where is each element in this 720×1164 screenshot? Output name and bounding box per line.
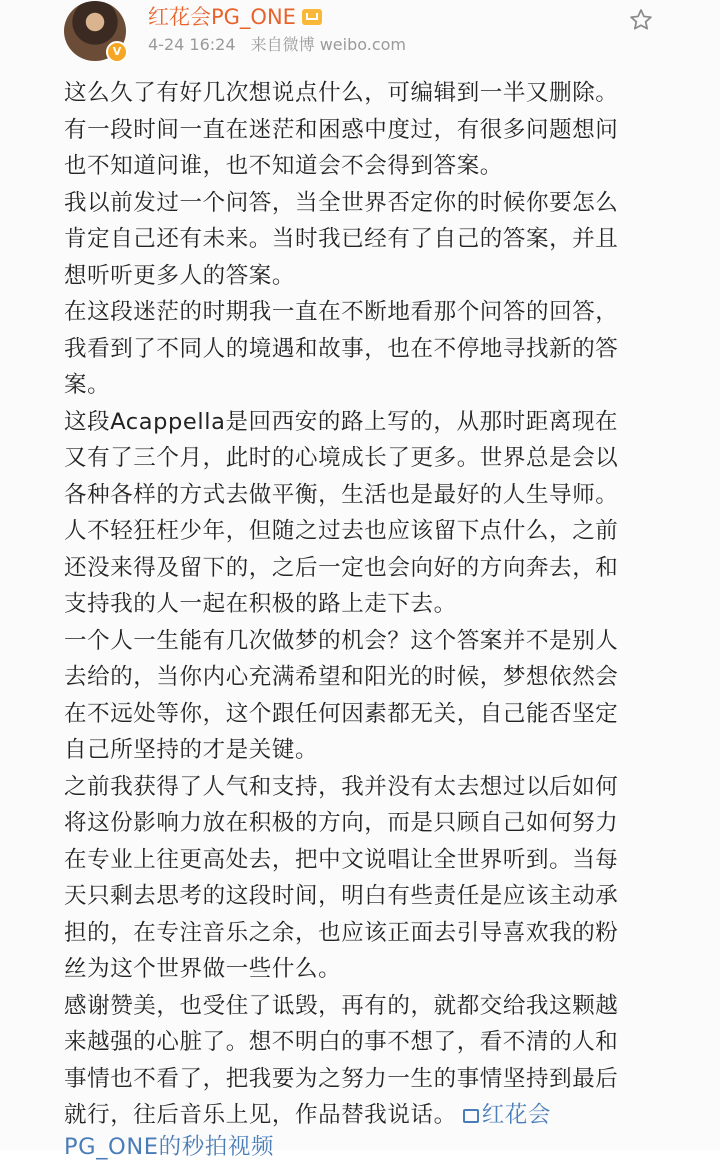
body-line: 想听听更多人的答案。 xyxy=(64,262,296,289)
body-text: 就行，往后音乐上见，作品替我说话。 xyxy=(64,1102,457,1128)
video-icon xyxy=(463,1109,479,1123)
video-link[interactable]: 红花会 xyxy=(481,1102,552,1128)
body-line: 有一段时间一直在迷茫和困惑中度过，有很多问题想问 xyxy=(64,116,619,143)
body-line: 在这段迷茫的时期我一直在不断地看那个问答的回答， xyxy=(64,299,619,325)
body-line: 去给的，当你内心充满希望和阳光的时候，梦想依然会 xyxy=(64,664,619,690)
body-line: 之前我获得了人气和支持，我并没有太去想过以后如何 xyxy=(64,773,619,800)
body-line: 担的，在专注音乐之余，也应该正面去引导喜欢我的粉 xyxy=(64,919,619,946)
star-icon[interactable] xyxy=(628,7,654,33)
body-line: 还没来得及留下的，之后一定也会向好的方向奔去，和 xyxy=(64,554,619,581)
body-line: 也不知道问谁，也不知道会不会得到答案。 xyxy=(64,153,503,179)
body-line-last xyxy=(64,1098,551,1132)
body-line: 事情也不看了，把我要为之努力一生的事情坚持到最后 xyxy=(64,1065,619,1092)
username[interactable]: 红花会PG_ONE xyxy=(148,5,296,29)
body-line: 来越强的心脏了。想不明白的事不想了，看不清的人和 xyxy=(64,1029,619,1055)
body-line: 天只剩去思考的这段时间，明白有些责任是应该主动承 xyxy=(64,883,619,909)
body-line: 又有了三个月，此时的心境成长了更多。世界总是会以 xyxy=(64,445,619,471)
body-line: 案。 xyxy=(64,372,111,398)
body-line: 在专业上往更高处去，把中文说唱让全世界听到。当每 xyxy=(64,846,619,873)
body-line: 这段Acappella是回西安的路上写的，从那时距离现在 xyxy=(64,408,619,435)
post-meta xyxy=(148,34,416,56)
body-line: 我以前发过一个问答，当全世界否定你的时候你要怎么 xyxy=(64,189,619,216)
avatar[interactable] xyxy=(64,1,126,61)
body-line: 将这份影响力放在积极的方向，而是只顾自己如何努力 xyxy=(64,810,619,836)
body-line: 在不远处等你，这个跟任何因素都无关，自己能否坚定 xyxy=(64,700,619,727)
body-line: 自己所坚持的才是关键。 xyxy=(64,737,319,763)
user-line xyxy=(148,3,322,31)
body-line: 一个人一生能有几次做梦的机会？这个答案并不是别人 xyxy=(64,627,619,654)
post-header xyxy=(0,0,720,62)
body-line: 我看到了不同人的境遇和故事，也在不停地寻找新的答 xyxy=(64,335,619,362)
member-crown-icon xyxy=(302,9,322,25)
video-link-continued[interactable]: PG_ONE的秒拍视频 xyxy=(64,1134,275,1160)
body-line: 这么久了有好几次想说点什么，可编辑到一半又删除。 xyxy=(64,80,619,106)
post-source[interactable]: 来自微博 weibo.com xyxy=(250,35,406,54)
verified-badge-icon: V xyxy=(106,41,128,63)
body-line: 各种各样的方式去做平衡，生活也是最好的人生导师。 xyxy=(64,481,619,508)
body-line: 感谢赞美，也受住了诋毁，再有的，就都交给我这颗越 xyxy=(64,992,619,1019)
body-line: 丝为这个世界做一些什么。 xyxy=(64,956,342,982)
body-line: 肯定自己还有未来。当时我已经有了自己的答案，并且 xyxy=(64,226,619,252)
body-line: 支持我的人一起在积极的路上走下去。 xyxy=(64,591,457,617)
body-line: 人不轻狂枉少年，但随之过去也应该留下点什么，之前 xyxy=(64,518,619,544)
post-time: 4-24 16:24 xyxy=(148,35,236,54)
